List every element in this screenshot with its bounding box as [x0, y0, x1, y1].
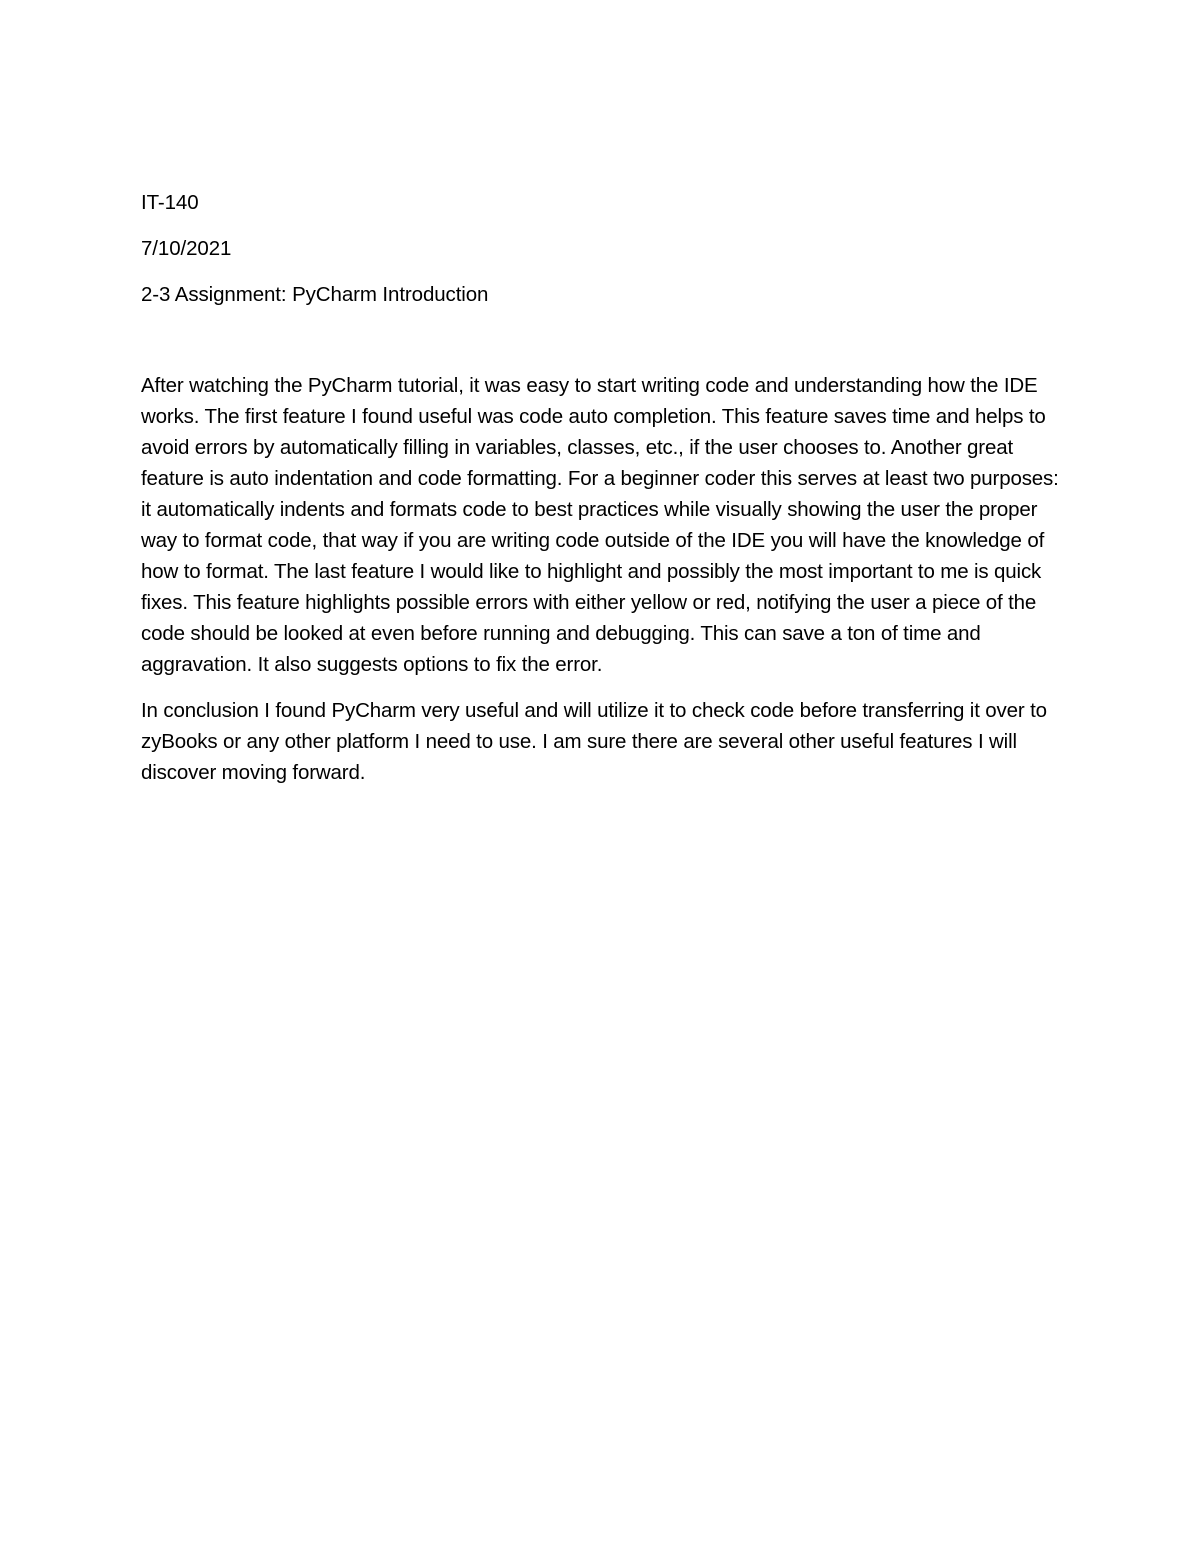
- body-paragraph-1: After watching the PyCharm tutorial, it was easy to start writing code and understanding how the IDE works. The first feature I found useful was code auto completion. This feature saves time and helps to avoid errors by automatically filling in variables, classes, etc., if the user chooses to. Another great feature is auto indentation and code formatting. For a beginner coder this serves at least two purposes: it automatically indents and formats code to best practices while visually showing the user the proper way to format code, that way if you are writing code outside of the IDE you will have the knowledge of how to format. The last feature I would like to highlight and possibly the most important to me is quick fixes. This feature highlights possible errors with either yellow or red, notifying the user a piece of the code should be looked at even before running and debugging. This can save a ton of time and aggravation. It also suggests options to fix the error.: [141, 374, 1059, 676]
- document-date: 7/10/2021: [141, 237, 232, 260]
- document-body: [141, 190, 1061, 803]
- body-paragraph-2: In conclusion I found PyCharm very useful and will utilize it to check code before transferring it over to zyBooks or any other platform I need to use. I am sure there are several other useful features I will discover moving forward.: [141, 699, 1047, 784]
- assignment-title: 2-3 Assignment: PyCharm Introduction: [141, 283, 489, 306]
- blank-line: [141, 328, 1061, 370]
- course-code: IT-140: [141, 191, 199, 214]
